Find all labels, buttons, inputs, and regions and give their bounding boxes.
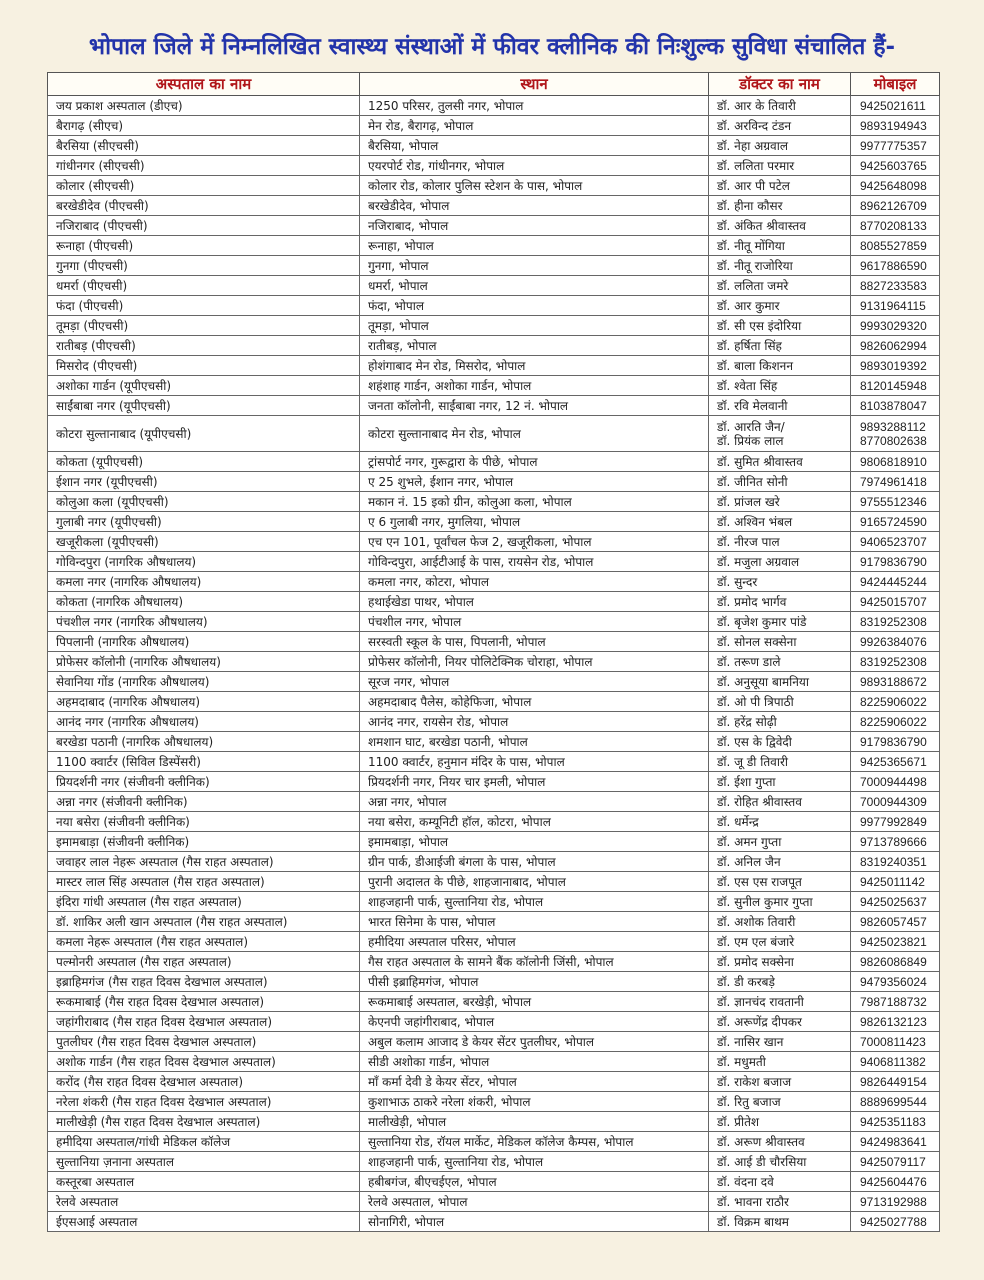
location-cell: सरस्वती स्कूल के पास, पिपलानी, भोपाल [360, 632, 709, 652]
location-cell: शाहजहानी पार्क, सुल्तानिया रोड, भोपाल [360, 892, 709, 912]
hospital-name-cell: कमला नगर (नागरिक औषधालय) [48, 572, 360, 592]
hospital-name-cell: पिपलानी (नागरिक औषधालय) [48, 632, 360, 652]
table-row [48, 236, 940, 256]
location-cell: गैस राहत अस्पताल के सामने बैंक कॉलोनी जिंसी, भोपाल [360, 952, 709, 972]
mobile-cell: 9425365671 [851, 752, 940, 772]
hospital-name-cell: गांधीनगर (सीएचसी) [48, 156, 360, 176]
hospital-name-cell: अहमदाबाद (नागरिक औषधालय) [48, 692, 360, 712]
mobile-number-line: 9893288112 [860, 419, 926, 434]
doctor-name-cell: डॉ. अंकित श्रीवास्तव [709, 216, 851, 236]
doctor-name-cell: डॉ. प्रीतेश [709, 1112, 851, 1132]
mobile-cell: 9977775357 [851, 136, 940, 156]
location-cell: ए 6 गुलाबी नगर, मुगलिया, भोपाल [360, 512, 709, 532]
doctor-name-cell: डॉ. एस के द्विवेदी [709, 732, 851, 752]
location-cell: फंदा, भोपाल [360, 296, 709, 316]
doctor-name-cell: डॉ. अरूण श्रीवास्तव [709, 1132, 851, 1152]
mobile-cell: 8827233583 [851, 276, 940, 296]
location-cell: हथाईखेडा पाथर, भोपाल [360, 592, 709, 612]
doctor-name-cell: डॉ. प्रमोद भार्गव [709, 592, 851, 612]
doctor-name-cell: डॉ. नीतू मोंगिया [709, 236, 851, 256]
table-row [48, 356, 940, 376]
doctor-name-cell: डॉ. राकेश बजाज [709, 1072, 851, 1092]
mobile-cell: 9425648098 [851, 176, 940, 196]
doctor-name-cell: डॉ. मजुला अग्रवाल [709, 552, 851, 572]
doctor-name-cell: डॉ. बृजेश कुमार पांडे [709, 612, 851, 632]
mobile-cell: 9826057457 [851, 912, 940, 932]
location-cell: गुनगा, भोपाल [360, 256, 709, 276]
fever-clinic-table [47, 72, 940, 1232]
mobile-cell: 9179836790 [851, 732, 940, 752]
mobile-cell: 9755512346 [851, 492, 940, 512]
table-row [48, 652, 940, 672]
header-location: स्थान [360, 73, 709, 96]
mobile-cell: 9713192988 [851, 1192, 940, 1212]
doctor-name-cell: डॉ. नेहा अग्रवाल [709, 136, 851, 156]
location-cell: तूमड़ा, भोपाल [360, 316, 709, 336]
mobile-cell: 8770208133 [851, 216, 940, 236]
table-row [48, 1032, 940, 1052]
doctor-name-cell: डॉ. अरूणेंद्र दीपकर [709, 1012, 851, 1032]
hospital-name-cell: पुतलीघर (गैस राहत दिवस देखभाल अस्पताल) [48, 1032, 360, 1052]
mobile-cell: 9926384076 [851, 632, 940, 652]
mobile-cell: 8085527859 [851, 236, 940, 256]
hospital-name-cell: खजूरीकला (यूपीएचसी) [48, 532, 360, 552]
hospital-name-cell: नजिराबाद (पीएचसी) [48, 216, 360, 236]
mobile-cell: 9425027788 [851, 1212, 940, 1232]
hospital-name-cell: अशोका गार्डन (यूपीएचसी) [48, 376, 360, 396]
table-row [48, 1072, 940, 1092]
table-row [48, 492, 940, 512]
table-row [48, 532, 940, 552]
doctor-name-cell: डॉ. नीतू राजोरिया [709, 256, 851, 276]
hospital-name-cell: गुनगा (पीएचसी) [48, 256, 360, 276]
mobile-cell: 9425079117 [851, 1152, 940, 1172]
mobile-cell: 9425351183 [851, 1112, 940, 1132]
hospital-name-cell: पल्मोनरी अस्पताल (गैस राहत अस्पताल) [48, 952, 360, 972]
location-cell: नजिराबाद, भोपाल [360, 216, 709, 236]
doctor-name-cell: डॉ. एस एस राजपूत [709, 872, 851, 892]
table-row [48, 972, 940, 992]
doctor-name-cell: डॉ. तरूण डाले [709, 652, 851, 672]
table-header-row [48, 73, 940, 96]
doctor-name-cell: डॉ. हरेंद्र सोढ़ी [709, 712, 851, 732]
location-cell: रूकमाबाई अस्पताल, बरखेड़ी, भोपाल [360, 992, 709, 1012]
hospital-name-cell: रेलवे अस्पताल [48, 1192, 360, 1212]
table-row [48, 452, 940, 472]
location-cell: पुरानी अदालत के पीछे, शाहजानाबाद, भोपाल [360, 872, 709, 892]
mobile-number-line: 8770802638 [860, 433, 927, 448]
header-doctor-name: डॉक्टर का नाम [709, 73, 851, 96]
hospital-name-cell: सुल्तानिया ज़नाना अस्पताल [48, 1152, 360, 1172]
doctor-name-cell: डॉ. रवि मेलवानी [709, 396, 851, 416]
mobile-cell: 8225906022 [851, 692, 940, 712]
table-row [48, 712, 940, 732]
table-row [48, 572, 940, 592]
table-row [48, 1132, 940, 1152]
mobile-cell: 8120145948 [851, 376, 940, 396]
mobile-cell: 9826132123 [851, 1012, 940, 1032]
mobile-cell: 8889699544 [851, 1092, 940, 1112]
location-cell: मालीखेड़ी, भोपाल [360, 1112, 709, 1132]
hospital-name-cell: कस्तूरबा अस्पताल [48, 1172, 360, 1192]
location-cell: भारत सिनेमा के पास, भोपाल [360, 912, 709, 932]
location-cell: अन्ना नगर, भोपाल [360, 792, 709, 812]
table-row [48, 276, 940, 296]
location-cell: जनता कॉलोनी, साईंबाबा नगर, 12 नं. भोपाल [360, 396, 709, 416]
doctor-name-cell: डॉ. श्वेता सिंह [709, 376, 851, 396]
hospital-name-cell: रूनाहा (पीएचसी) [48, 236, 360, 256]
table-row [48, 196, 940, 216]
table-row [48, 692, 940, 712]
doctor-name-cell: डॉ. प्रांजल खरे [709, 492, 851, 512]
doctor-name-cell: डॉ. प्रमोद सक्सेना [709, 952, 851, 972]
doctor-name-cell: डॉ. आई डी चौरसिया [709, 1152, 851, 1172]
mobile-cell: 9425603765 [851, 156, 940, 176]
mobile-cell: 7000811423 [851, 1032, 940, 1052]
location-cell: पंचशील नगर, भोपाल [360, 612, 709, 632]
location-cell: इमामबाड़ा, भोपाल [360, 832, 709, 852]
location-cell: माँ कर्मा देवी डे केयर सेंटर, भोपाल [360, 1072, 709, 1092]
table-row [48, 632, 940, 652]
hospital-name-cell: पंचशील नगर (नागरिक औषधालय) [48, 612, 360, 632]
doctor-name-cell: डॉ. सोनल सक्सेना [709, 632, 851, 652]
table-row [48, 592, 940, 612]
table-row [48, 1212, 940, 1232]
hospital-name-cell: गुलाबी नगर (यूपीएचसी) [48, 512, 360, 532]
hospital-name-cell: नरेला शंकरी (गैस राहत दिवस देखभाल अस्पताल) [48, 1092, 360, 1112]
hospital-name-cell: कोकता (यूपीएचसी) [48, 452, 360, 472]
doctor-name-cell: डॉ. रितु बजाज [709, 1092, 851, 1112]
mobile-cell: 8319252308 [851, 652, 940, 672]
table-row [48, 376, 940, 396]
location-cell: आनंद नगर, रायसेन रोड, भोपाल [360, 712, 709, 732]
mobile-cell: 9179836790 [851, 552, 940, 572]
mobile-cell: 9893188672 [851, 672, 940, 692]
hospital-name-cell: कोकता (नागरिक औषधालय) [48, 592, 360, 612]
hospital-name-cell: कोलुआ कला (यूपीएचसी) [48, 492, 360, 512]
doctor-name-cell: डॉ. अनुसूया बामनिया [709, 672, 851, 692]
doctor-name-cell: डॉ. आर के तिवारी [709, 96, 851, 116]
table-row [48, 216, 940, 236]
doctor-name-cell: डॉ. बाला किशनन [709, 356, 851, 376]
location-cell: शहंशाह गार्डन, अशोका गार्डन, भोपाल [360, 376, 709, 396]
hospital-name-cell: रातीबड़ (पीएचसी) [48, 336, 360, 356]
doctor-name-cell: डॉ. सुमित श्रीवास्तव [709, 452, 851, 472]
doctor-name-line: डॉ. प्रियंक लाल [717, 433, 784, 448]
doctor-name-cell: डॉ. सुन्दर [709, 572, 851, 592]
mobile-cell: 9425021611 [851, 96, 940, 116]
table-row [48, 512, 940, 532]
doctor-name-cell: डॉ. आर पी पटेल [709, 176, 851, 196]
doctor-name-cell: डॉ. ललिता परमार [709, 156, 851, 176]
location-cell: प्रोफेसर कॉलोनी, नियर पोलिटेक्निक चोराहा, भोपाल [360, 652, 709, 672]
location-cell: कुशाभाऊ ठाकरे नरेला शंकरी, भोपाल [360, 1092, 709, 1112]
doctor-name-cell: डॉ. अश्विन भंबल [709, 512, 851, 532]
hospital-name-cell: आनंद नगर (नागरिक औषधालय) [48, 712, 360, 732]
header-hospital-name: अस्पताल का नाम [48, 73, 360, 96]
table-row [48, 552, 940, 572]
hospital-name-cell: धमर्रा (पीएचसी) [48, 276, 360, 296]
table-row [48, 852, 940, 872]
doctor-name-cell: डॉ. ओ पी त्रिपाठी [709, 692, 851, 712]
table-row [48, 612, 940, 632]
table-row [48, 176, 940, 196]
table-row [48, 336, 940, 356]
hospital-name-cell: जहांगीराबाद (गैस राहत दिवस देखभाल अस्पताल) [48, 1012, 360, 1032]
table-row [48, 1092, 940, 1112]
hospital-name-cell: अन्ना नगर (संजीवनी क्लीनिक) [48, 792, 360, 812]
mobile-cell: 9893194943 [851, 116, 940, 136]
table-row [48, 396, 940, 416]
doctor-name-cell: डॉ. आर कुमार [709, 296, 851, 316]
table-row [48, 156, 940, 176]
location-cell: केएनपी जहांगीराबाद, भोपाल [360, 1012, 709, 1032]
table-row [48, 672, 940, 692]
doctor-name-cell: डॉ. जू डी तिवारी [709, 752, 851, 772]
mobile-cell: 9617886590 [851, 256, 940, 276]
table-row [48, 1112, 940, 1132]
doctor-name-cell: डॉ. सुनील कुमार गुप्ता [709, 892, 851, 912]
mobile-cell: 7987188732 [851, 992, 940, 1012]
doctor-name-cell: डॉ. ज्ञानचंद रावतानी [709, 992, 851, 1012]
hospital-name-cell: साईंबाबा नगर (यूपीएचसी) [48, 396, 360, 416]
location-cell: हमीदिया अस्पताल परिसर, भोपाल [360, 932, 709, 952]
location-cell: मकान नं. 15 इको ग्रीन, कोलुआ कला, भोपाल [360, 492, 709, 512]
mobile-cell: 9425025637 [851, 892, 940, 912]
hospital-name-cell: कोलार (सीएचसी) [48, 176, 360, 196]
location-cell: ए 25 शुभले, ईशान नगर, भोपाल [360, 472, 709, 492]
doctor-name-cell: डॉ. धर्मेन्द्र [709, 812, 851, 832]
location-cell: रेलवे अस्पताल, भोपाल [360, 1192, 709, 1212]
doctor-name-cell: डॉ. वंदना दवे [709, 1172, 851, 1192]
mobile-cell: 9425011142 [851, 872, 940, 892]
mobile-cell: 9826449154 [851, 1072, 940, 1092]
hospital-name-cell: बैरागढ़ (सीएच) [48, 116, 360, 136]
hospital-name-cell: इमामबाड़ा (संजीवनी क्लीनिक) [48, 832, 360, 852]
hospital-name-cell: बरखेडा पठानी (नागरिक औषधालय) [48, 732, 360, 752]
doctor-name-cell: डॉ. अनिल जैन [709, 852, 851, 872]
mobile-cell: 9713789666 [851, 832, 940, 852]
location-cell: हबीबगंज, बीएचईएल, भोपाल [360, 1172, 709, 1192]
mobile-cell: 7974961418 [851, 472, 940, 492]
mobile-cell: 8319252308 [851, 612, 940, 632]
doctor-name-cell: डॉ. विक्रम बाथम [709, 1212, 851, 1232]
hospital-name-cell: हमीदिया अस्पताल/गांधी मेडिकल कॉलेज [48, 1132, 360, 1152]
poster-title: भोपाल जिले में निम्नलिखित स्वास्थ्य संस्थाओं में फीवर क्लीनिक की निःशुल्क सुविधा संचालित हैं- [88, 34, 896, 60]
mobile-cell: 9806818910 [851, 452, 940, 472]
location-cell: प्रियदर्शनी नगर, नियर चार इमली, भोपाल [360, 772, 709, 792]
location-cell: 1250 परिसर, तुलसी नगर, भोपाल [360, 96, 709, 116]
table-row [48, 296, 940, 316]
mobile-cell: 9826062994 [851, 336, 940, 356]
hospital-name-cell: मास्टर लाल सिंह अस्पताल (गैस राहत अस्पताल) [48, 872, 360, 892]
mobile-cell: 8225906022 [851, 712, 940, 732]
doctor-name-cell [709, 416, 851, 452]
location-cell: ट्रांसपोर्ट नगर, गुरूद्वारा के पीछे, भोपाल [360, 452, 709, 472]
mobile-cell: 9424983641 [851, 1132, 940, 1152]
table-row [48, 752, 940, 772]
hospital-name-cell: सेवानिया गोंड (नागरिक औषधालय) [48, 672, 360, 692]
doctor-name-cell: डॉ. जीनित सोनी [709, 472, 851, 492]
location-cell: गोविन्दपुरा, आईटीआई के पास, रायसेन रोड, भोपाल [360, 552, 709, 572]
location-cell: होशंगाबाद मेन रोड, मिसरोद, भोपाल [360, 356, 709, 376]
mobile-cell: 8103878047 [851, 396, 940, 416]
table-row [48, 256, 940, 276]
doctor-name-cell: डॉ. ललिता जमरे [709, 276, 851, 296]
table-row [48, 316, 940, 336]
location-cell: बरखेडीदेव, भोपाल [360, 196, 709, 216]
table-row [48, 136, 940, 156]
hospital-name-cell: रूकमाबाई (गैस राहत दिवस देखभाल अस्पताल) [48, 992, 360, 1012]
hospital-name-cell: प्रोफेसर कॉलोनी (नागरिक औषधालय) [48, 652, 360, 672]
location-cell: रातीबड़, भोपाल [360, 336, 709, 356]
hospital-name-cell: गोविन्दपुरा (नागरिक औषधालय) [48, 552, 360, 572]
table-row [48, 1192, 940, 1212]
mobile-cell: 9977992849 [851, 812, 940, 832]
table-row [48, 96, 940, 116]
hospital-name-cell: कोटरा सुल्तानाबाद (यूपीएचसी) [48, 416, 360, 452]
table-row [48, 116, 940, 136]
doctor-name-cell: डॉ. अशोक तिवारी [709, 912, 851, 932]
location-cell: एयरपोर्ट रोड, गांधीनगर, भोपाल [360, 156, 709, 176]
table-row [48, 992, 940, 1012]
location-cell: कोलार रोड, कोलार पुलिस स्टेशन के पास, भोपाल [360, 176, 709, 196]
hospital-name-cell: इब्राहिमगंज (गैस राहत दिवस देखभाल अस्पताल) [48, 972, 360, 992]
table-row [48, 1052, 940, 1072]
doctor-name-line: डॉ. आरति जैन/ [717, 419, 785, 434]
table-row [48, 416, 940, 452]
table-row [48, 872, 940, 892]
location-cell: पीसी इब्राहिमगंज, भोपाल [360, 972, 709, 992]
hospital-name-cell: इंदिरा गांधी अस्पताल (गैस राहत अस्पताल) [48, 892, 360, 912]
hospital-name-cell: डॉ. शाकिर अली खान अस्पताल (गैस राहत अस्पताल) [48, 912, 360, 932]
doctor-name-cell: डॉ. भावना राठौर [709, 1192, 851, 1212]
mobile-cell: 9131964115 [851, 296, 940, 316]
location-cell: अबुल कलाम आजाद डे केयर सेंटर पुतलीघर, भोपाल [360, 1032, 709, 1052]
hospital-name-cell: जवाहर लाल नेहरू अस्पताल (गैस राहत अस्पताल) [48, 852, 360, 872]
hospital-name-cell: फंदा (पीएचसी) [48, 296, 360, 316]
location-cell: 1100 क्वार्टर, हनुमान मंदिर के पास, भोपाल [360, 752, 709, 772]
hospital-name-cell: तूमड़ा (पीएचसी) [48, 316, 360, 336]
table-row [48, 932, 940, 952]
hospital-name-cell: नया बसेरा (संजीवनी क्लीनिक) [48, 812, 360, 832]
location-cell: शाहजहानी पार्क, सुल्तानिया रोड, भोपाल [360, 1152, 709, 1172]
hospital-name-cell: जय प्रकाश अस्पताल (डीएच) [48, 96, 360, 116]
location-cell: नया बसेरा, कम्यूनिटी हॉल, कोटरा, भोपाल [360, 812, 709, 832]
mobile-cell: 9406811382 [851, 1052, 940, 1072]
hospital-name-cell: अशोक गार्डन (गैस राहत दिवस देखभाल अस्पताल) [48, 1052, 360, 1072]
location-cell: एच एन 101, पूर्वांचल फेज 2, खजूरीकला, भोपाल [360, 532, 709, 552]
doctor-name-cell: डॉ. अरविन्द टंडन [709, 116, 851, 136]
hospital-name-cell: करोंद (गैस राहत दिवस देखभाल अस्पताल) [48, 1072, 360, 1092]
hospital-name-cell: कमला नेहरू अस्पताल (गैस राहत अस्पताल) [48, 932, 360, 952]
hospital-name-cell: मालीखेड़ी (गैस राहत दिवस देखभाल अस्पताल) [48, 1112, 360, 1132]
table-row [48, 892, 940, 912]
hospital-name-cell: प्रियदर्शनी नगर (संजीवनी क्लीनिक) [48, 772, 360, 792]
table-row [48, 732, 940, 752]
mobile-cell: 9826086849 [851, 952, 940, 972]
doctor-name-cell: डॉ. अमन गुप्ता [709, 832, 851, 852]
doctor-name-cell: डॉ. हर्षिता सिंह [709, 336, 851, 356]
doctor-name-cell: डॉ. ईशा गुप्ता [709, 772, 851, 792]
location-cell: सीडी अशोका गार्डन, भोपाल [360, 1052, 709, 1072]
location-cell: शमशान घाट, बरखेडा पठानी, भोपाल [360, 732, 709, 752]
doctor-name-cell: डॉ. नीरज पाल [709, 532, 851, 552]
mobile-cell: 9425604476 [851, 1172, 940, 1192]
table-row [48, 812, 940, 832]
mobile-cell: 9425023821 [851, 932, 940, 952]
doctor-name-cell: डॉ. नासिर खान [709, 1032, 851, 1052]
location-cell: अहमदाबाद पैलेस, कोहेफिजा, भोपाल [360, 692, 709, 712]
doctor-name-cell: डॉ. हीना कौसर [709, 196, 851, 216]
table-row [48, 1172, 940, 1192]
doctor-name-cell: डॉ. रोहित श्रीवास्तव [709, 792, 851, 812]
location-cell: कोटरा सुल्तानाबाद मेन रोड, भोपाल [360, 416, 709, 452]
table-row [48, 952, 940, 972]
table-row [48, 472, 940, 492]
doctor-name-cell: डॉ. मधुमती [709, 1052, 851, 1072]
table-row [48, 1152, 940, 1172]
mobile-cell: 9406523707 [851, 532, 940, 552]
mobile-cell: 9425015707 [851, 592, 940, 612]
doctor-name-cell: डॉ. एम एल बंजारे [709, 932, 851, 952]
location-cell: ग्रीन पार्क, डीआईजी बंगला के पास, भोपाल [360, 852, 709, 872]
hospital-name-cell: बैरसिया (सीएचसी) [48, 136, 360, 156]
mobile-cell: 7000944309 [851, 792, 940, 812]
location-cell: बैरसिया, भोपाल [360, 136, 709, 156]
location-cell: सुल्तानिया रोड, रॉयल मार्केट, मेडिकल कॉलेज कैम्पस, भोपाल [360, 1132, 709, 1152]
mobile-cell: 8962126709 [851, 196, 940, 216]
table-row [48, 772, 940, 792]
location-cell: मेन रोड, बैरागढ़, भोपाल [360, 116, 709, 136]
table-row [48, 912, 940, 932]
table-row [48, 1012, 940, 1032]
table-body [48, 96, 940, 1232]
location-cell: सोनागिरी, भोपाल [360, 1212, 709, 1232]
doctor-name-cell: डॉ. डी करबड़े [709, 972, 851, 992]
location-cell: धमर्रा, भोपाल [360, 276, 709, 296]
mobile-cell: 8319240351 [851, 852, 940, 872]
mobile-cell: 9424445244 [851, 572, 940, 592]
hospital-name-cell: बरखेडीदेव (पीएचसी) [48, 196, 360, 216]
hospital-name-cell: मिसरोद (पीएचसी) [48, 356, 360, 376]
table-row [48, 832, 940, 852]
mobile-cell: 9479356024 [851, 972, 940, 992]
header-mobile: मोबाइल [851, 73, 940, 96]
mobile-cell: 7000944498 [851, 772, 940, 792]
mobile-cell: 9165724590 [851, 512, 940, 532]
hospital-name-cell: ईशान नगर (यूपीएचसी) [48, 472, 360, 492]
doctor-name-cell: डॉ. सी एस इंदोरिया [709, 316, 851, 336]
hospital-name-cell: 1100 क्वार्टर (सिविल डिस्पेंसरी) [48, 752, 360, 772]
table-row [48, 792, 940, 812]
hospital-name-cell: ईएसआई अस्पताल [48, 1212, 360, 1232]
mobile-cell: 9993029320 [851, 316, 940, 336]
location-cell: रूनाहा, भोपाल [360, 236, 709, 256]
mobile-cell [851, 416, 940, 452]
location-cell: कमला नगर, कोटरा, भोपाल [360, 572, 709, 592]
location-cell: सूरज नगर, भोपाल [360, 672, 709, 692]
mobile-cell: 9893019392 [851, 356, 940, 376]
